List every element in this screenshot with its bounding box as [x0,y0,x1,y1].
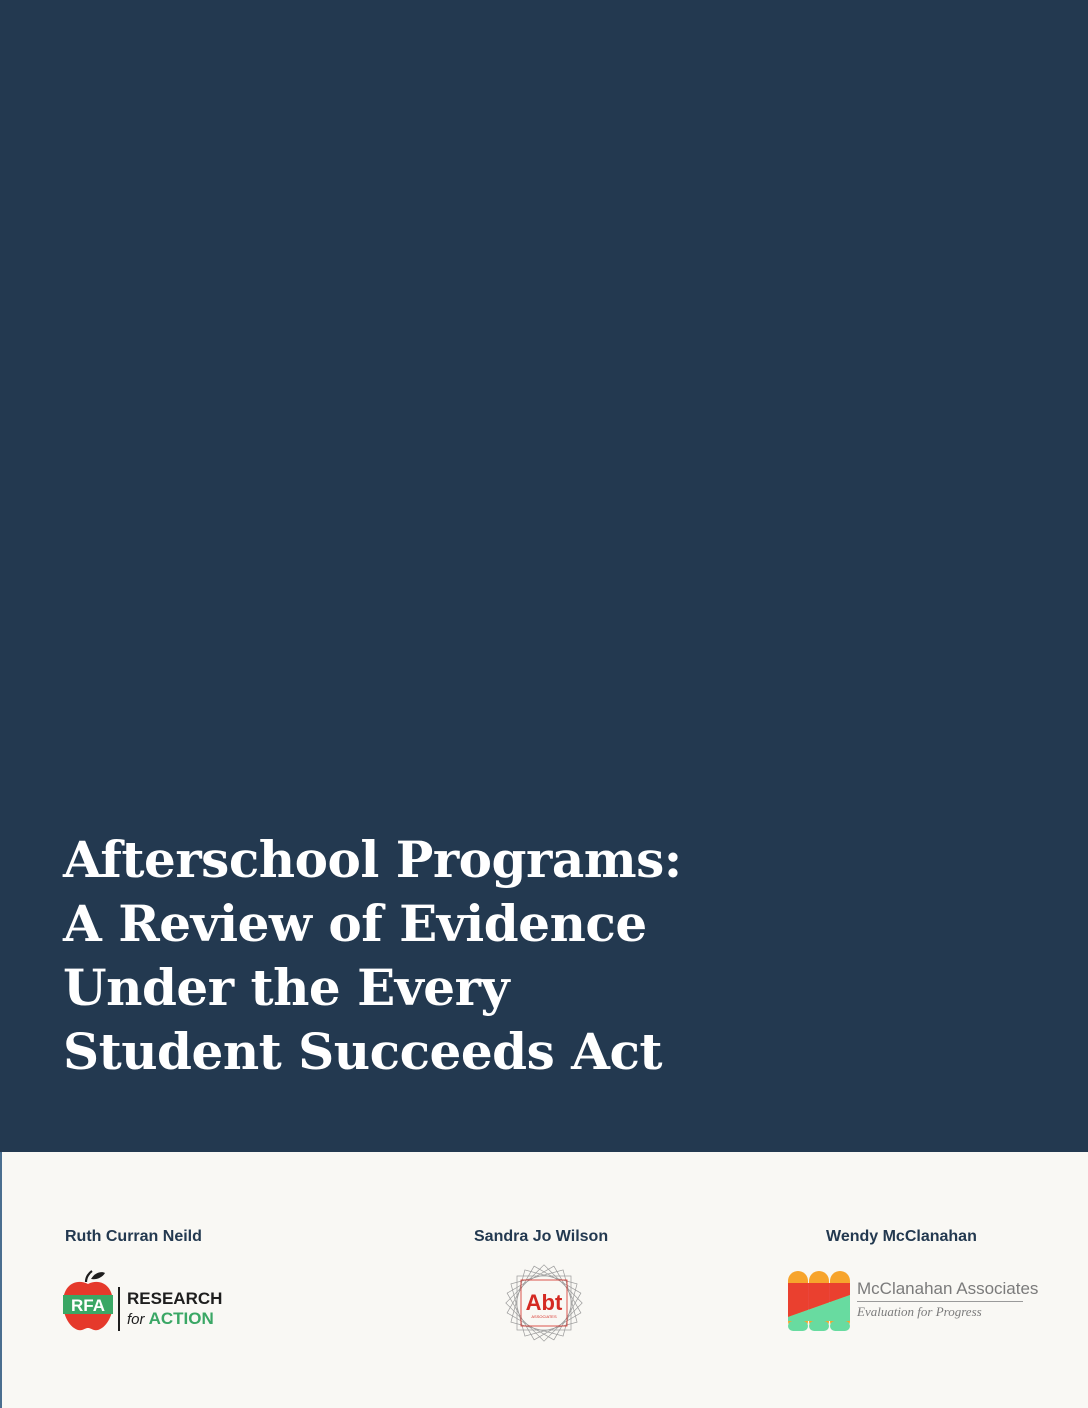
rfa-action: ACTION [148,1309,214,1328]
author-name: Ruth Curran Neild [65,1228,202,1245]
abt-logo-subtext: ASSOCIATES [531,1314,557,1319]
mcclanahan-rule [857,1301,1023,1302]
title-line: Under the Every [63,958,510,1017]
mcclanahan-name: McClanahan Associates [857,1279,1039,1298]
abt-associates-logo [505,1264,583,1342]
rfa-wordmark-line1: RESEARCH [127,1289,223,1308]
rfa-for: for [127,1311,145,1328]
rfa-divider [118,1287,120,1331]
title-line: Student Succeeds Act [63,1022,663,1081]
rfa-wordmark-line2 [127,1309,214,1330]
author-name: Sandra Jo Wilson [474,1228,609,1245]
report-title [63,828,683,1084]
mcclanahan-logo [788,1271,850,1333]
page-edge-rule [0,1152,2,1408]
abt-logo-text: Abt [525,1290,563,1315]
author-name: Wendy McClanahan [826,1228,977,1245]
mcclanahan-tagline: Evaluation for Progress [857,1304,982,1319]
title-line: A Review of Evidence [63,894,647,953]
rfa-apple-logo [62,1270,114,1334]
rfa-logo-text: RFA [71,1296,105,1315]
title-line: Afterschool Programs: [63,830,682,889]
